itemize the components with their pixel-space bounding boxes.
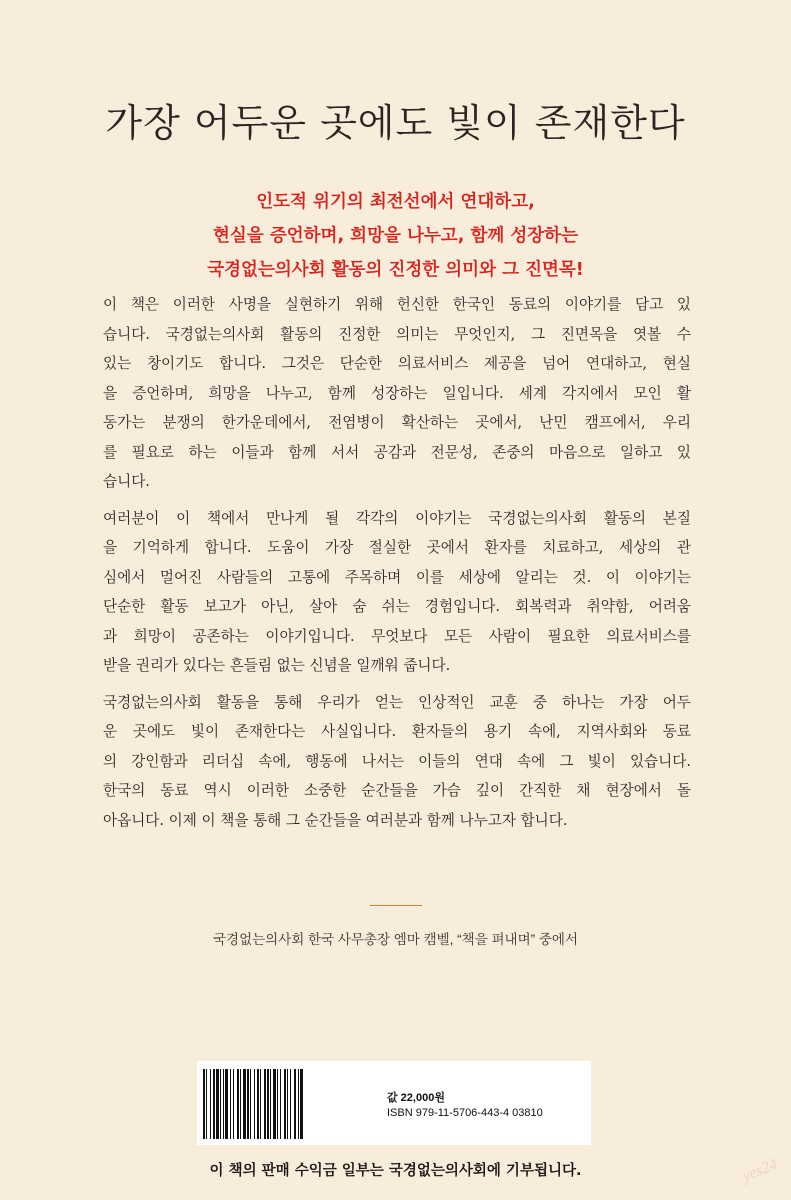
text-line: 아옵니다. 이제 이 책을 통해 그 순간들을 여러분과 함께 나누고자 합니다. bbox=[103, 811, 568, 829]
book-title: 가장 어두운 곳에도 빛이 존재한다 bbox=[105, 101, 686, 145]
text-line: 있는 창이기도 합니다. 그것은 단순한 의료서비스 제공을 넘어 연대하고, 현실 bbox=[103, 355, 691, 372]
text-line: 여러분이 이 책에서 만나게 될 각각의 이야기는 국경없는의사회 활동의 본질 bbox=[103, 509, 691, 527]
barcode-image bbox=[203, 1069, 363, 1139]
text-line: 과 희망이 공존하는 이야기입니다. 무엇보다 모든 사람이 필요한 의료서비스를 bbox=[103, 627, 691, 645]
paragraph-1 bbox=[103, 290, 691, 497]
text-line: 운 곳에도 빛이 존재한다는 사실입니다. 환자들의 용기 속에, 지역사회와 동료 bbox=[103, 723, 691, 740]
headline-line: 현실을 증언하며, 희망을 나누고, 함께 성장하는 bbox=[213, 226, 578, 246]
text-line: 이 책은 이러한 사명을 실현하기 위해 헌신한 한국인 동료의 이야기를 담고 있 bbox=[103, 296, 691, 313]
body-text bbox=[103, 290, 691, 842]
text-line: 국경없는의사회 활동을 통해 우리가 얻는 인상적인 교훈 중 하나는 가장 어두 bbox=[103, 693, 691, 711]
text-line: 받을 권리가 있다는 흔들림 없는 신념을 일깨워 줍니다. bbox=[103, 657, 451, 674]
headline-line: 인도적 위기의 최전선에서 연대하고, bbox=[256, 192, 535, 212]
price-label: 값 22,000원 bbox=[387, 1092, 445, 1104]
text-line: 심에서 멀어진 사람들의 고통에 주목하며 이를 세상에 알리는 것. 이 이야기는 bbox=[103, 568, 691, 586]
divider-line bbox=[370, 905, 422, 906]
text-line: 을 기억하게 합니다. 도움이 가장 절실한 곳에서 환자를 치료하고, 세상의 관 bbox=[103, 539, 691, 556]
watermark-logo: yes24 bbox=[739, 1155, 781, 1186]
text-line: 를 필요로 하는 이들과 함께 서서 공감과 전문성, 존중의 마음으로 일하고 있 bbox=[103, 443, 691, 461]
paragraph-2 bbox=[103, 504, 691, 681]
text-line: 을 증언하며, 희망을 나누고, 함께 성장하는 일입니다. 세계 각지에서 모인 활 bbox=[103, 384, 691, 402]
text-line: 습니다. 국경없는의사회 활동의 진정한 의미는 무엇인지, 그 진면목을 엿볼 수 bbox=[103, 325, 691, 343]
text-line: 의 강인함과 리더십 속에, 행동에 나서는 이들의 연대 속에 그 빛이 있습니다. bbox=[103, 752, 691, 770]
quote-source: 국경없는의사회 한국 사무총장 엠마 캠벨, “책을 펴내며” 중에서 bbox=[212, 932, 579, 947]
isbn-label: ISBN 979-11-5706-443-4 03810 bbox=[387, 1107, 543, 1119]
text-line: 동가는 분쟁의 한가운데에서, 전염병이 확산하는 곳에서, 난민 캠프에서, 우리 bbox=[103, 414, 691, 431]
text-line: 한국의 동료 역시 이러한 소중한 순간들을 가슴 깊이 간직한 채 현장에서 돌 bbox=[103, 782, 691, 799]
donation-note: 이 책의 판매 수익금 일부는 국경없는의사회에 기부됩니다. bbox=[209, 1163, 582, 1179]
paragraph-3 bbox=[103, 688, 691, 836]
red-headline bbox=[0, 185, 791, 287]
text-line: 습니다. bbox=[103, 473, 150, 490]
headline-line: 국경없는의사회 활동의 진정한 의미와 그 진면목! bbox=[207, 260, 584, 280]
text-line: 단순한 활동 보고가 아닌, 살아 숨 쉬는 경험입니다. 회복력과 취약함, 어려움 bbox=[103, 598, 691, 615]
barcode-panel bbox=[197, 1061, 591, 1145]
